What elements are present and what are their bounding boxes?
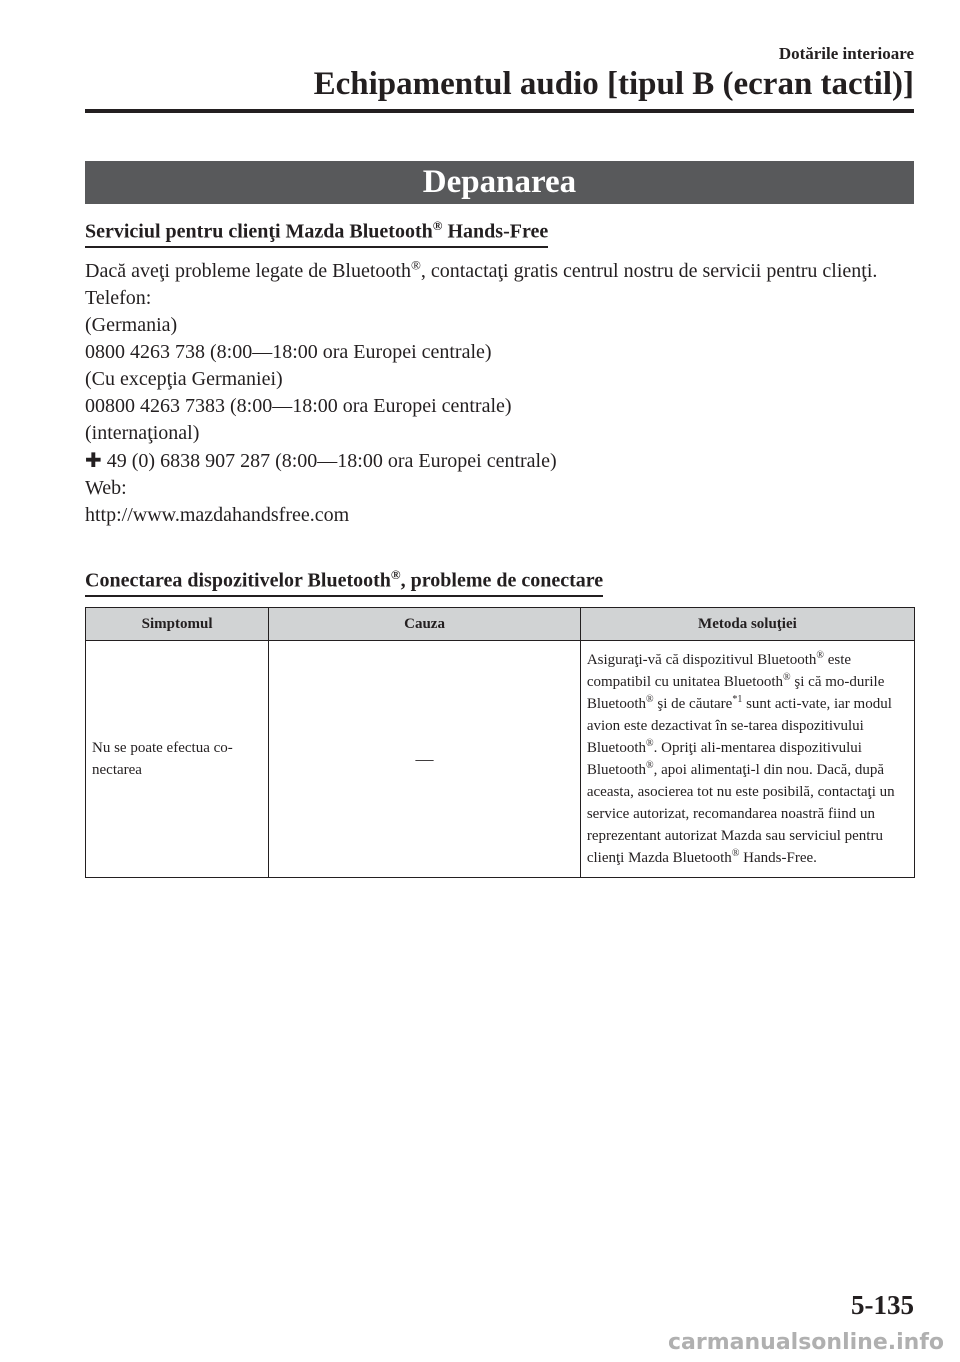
except-germany-phone: 00800 4263 7383 (8:00―18:00 ora Europei centrale) xyxy=(85,395,512,417)
germany-phone: 0800 4263 738 (8:00―18:00 ora Europei centrale) xyxy=(85,341,492,363)
web-url: http://www.mazdahandsfree.com xyxy=(85,504,350,526)
page-number: 5-135 xyxy=(851,1290,914,1320)
international-label: (internaţional) xyxy=(85,422,200,444)
table-header-row xyxy=(86,608,915,641)
section-title-bar xyxy=(85,161,914,204)
except-germany-label: (Cu excepţia Germaniei) xyxy=(85,368,283,390)
contact-block xyxy=(85,258,915,529)
intro-paragraph: Dacă aveţi probleme legate de Bluetooth®, contactaţi gratis centrul nostru de servicii pentru clienţi. xyxy=(85,257,878,282)
web-label: Web: xyxy=(85,477,127,499)
header-solution: Metoda soluţiei xyxy=(580,608,914,641)
chapter-label: Dotările interioare xyxy=(778,44,914,63)
cause-cell: — xyxy=(269,641,581,878)
germany-label: (Germania) xyxy=(85,314,178,336)
header-symptom: Simptomul xyxy=(86,608,269,641)
table-row xyxy=(86,641,915,878)
international-phone: ✚ 49 (0) 6838 907 287 (8:00―18:00 ora Europei centrale) xyxy=(85,448,557,472)
section-title: Depanarea xyxy=(422,164,577,200)
header-cause: Cauza xyxy=(269,608,581,641)
solution-cell: Asiguraţi-vă că dispozitivul Bluetooth® este compatibil cu unitatea Bluetooth® şi că mo-durile Bluetooth® şi de căutare$^{*1}$ sunt acti-vate, iar modul avion este dezactivat în se-tarea dispozitivului Bluetooth®. Opriţi ali-mentarea dispozitivului Bluetooth®, apoi alimentaţi-l din nou. Dacă, după aceasta, asocierea tot nu este posibilă, contactaţi un service autorizat, recomandarea noastră fiind un reprezentant autorizat Mazda sau serviciul pentru clienţi Mazda Bluetooth® Hands-Free. xyxy=(580,641,914,878)
footnote-ref: *1 xyxy=(732,694,743,705)
watermark: carmanualsonline.info xyxy=(668,1330,944,1355)
subheading-connection-problems: Conectarea dispozitivelor Bluetooth®, probleme de conectare xyxy=(85,567,603,597)
header-rule xyxy=(85,109,914,113)
subheading-customer-service: Serviciul pentru clienţi Mazda Bluetooth® Hands-Free xyxy=(85,218,548,248)
phone-label: Telefon: xyxy=(85,287,152,309)
plus-icon: ✚ xyxy=(85,448,102,472)
troubleshooting-table xyxy=(85,607,915,878)
page-header-title: Echipamentul audio [tipul B (ecran tactil)] xyxy=(313,66,914,102)
symptom-cell: Nu se poate efectua co-nectarea xyxy=(86,641,269,878)
